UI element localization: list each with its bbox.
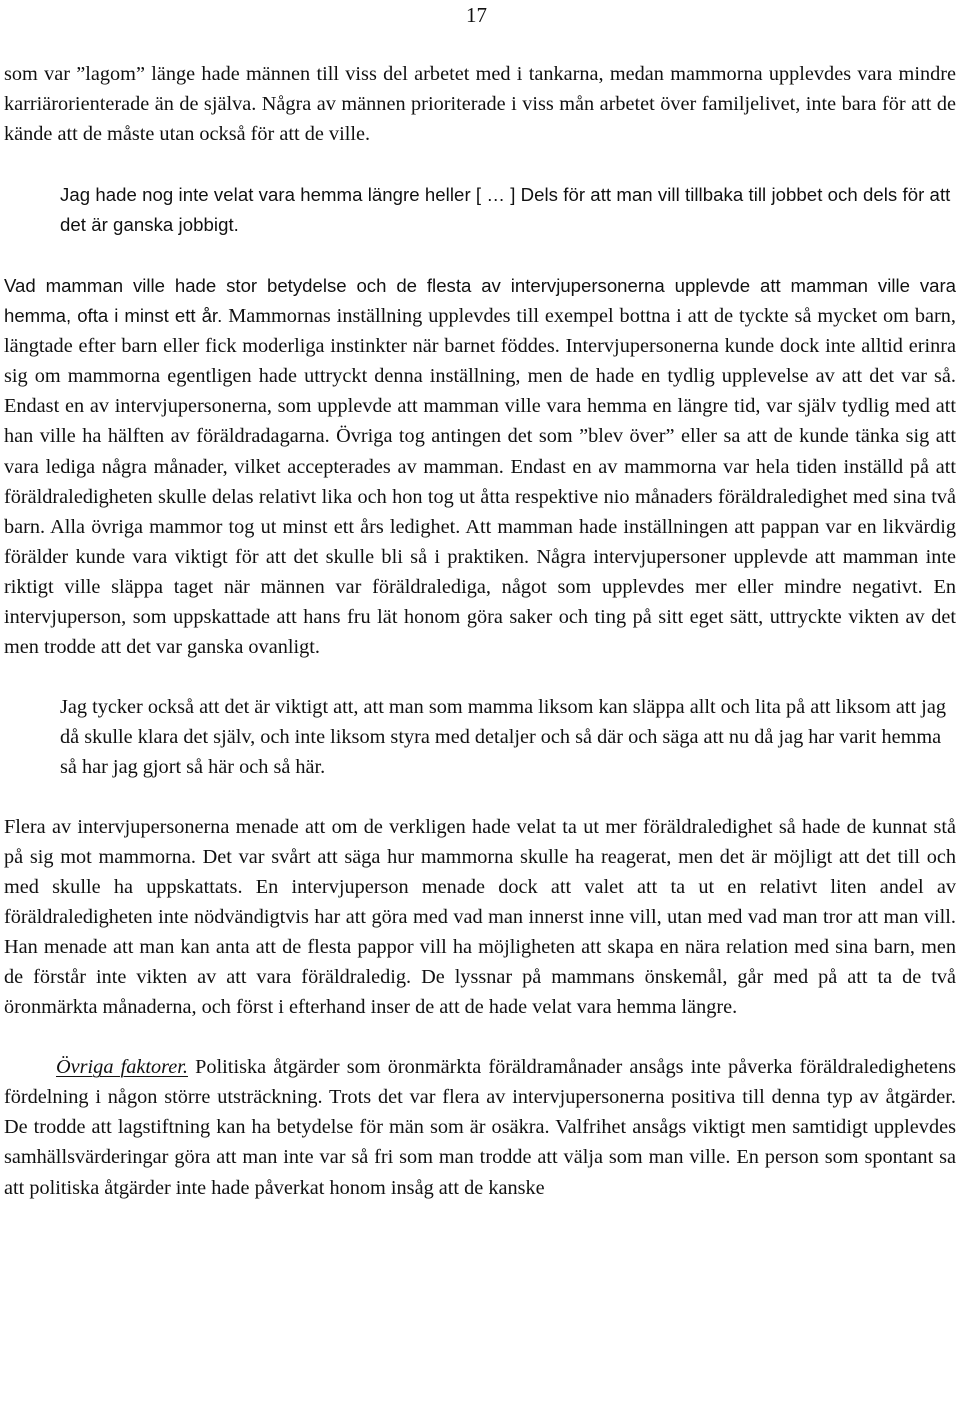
- paragraph-2: [4, 271, 956, 662]
- quote-1: Jag hade nog inte velat vara hemma längre heller [ … ] Dels för att man vill tillbaka till jobbet och dels för att det är ganska jobbigt.: [60, 184, 951, 236]
- paragraph-1: som var ”lagom” länge hade männen till viss del arbetet med i tankarna, medan mammorna upplevdes vara mindre karriärorienterade än de själva. Några av männen prioriterade i viss mån arbetet över familjelivet, inte bara för att de kände att de måste utan också för att de ville.: [4, 63, 956, 146]
- paragraph-2-body: Mammornas inställning upplevdes till exempel bottna i att de tyckte så mycket om barn, längtade efter barn eller fick moderliga instinkter när barnet föddes. Intervjupersonerna kunde dock inte alltid erinra sig om mammorna egentligen hade uttryckt denna inställning, men de hade en tydlig upplevelse av att det var så. Endast en av intervjupersonerna, som upplevde att mamman ville vara hemma en längre tid, var själv tydlig med att han ville ha hälften av föräldradagarna. Övriga tog antingen det som ”blev över” eller sa att de kunde tänka sig att vara lediga några månader, vilket accepterades av mamman. Endast en av mammorna var hela tiden inställd på att föräldraledigheten skulle delas relativt lika och hon tog ut åtta respektive nio månaders föräldraledighet med sina två barn. Alla övriga mammor tog ut minst ett års ledighet. Att mamman hade inställningen att pappan var en likvärdig förälder kunde vara viktigt för att det skulle bli så i praktiken. Några intervjupersoner upplevde att mamman inte riktigt ville släppa taget när männen var föräldralediga, något som upplevdes mer eller mindre negativt. En intervjuperson, som uppskattade att hans fru lät honom göra saker och ting på sitt eget sätt, uttryckte vikten av det men trodde att det var ganska ovanligt.: [4, 305, 956, 658]
- paragraph-4-body: Politiska åtgärder som öronmärkta föräldramånader ansågs inte påverka föräldraledighetens fördelning i någon större utsträckning. Trots det var flera av intervjupersonerna positiva till denna typ av åtgärder. De trodde att lagstiftning kan ha betydelse för män som är osäkra. Valfrihet ansågs viktigt men samtidigt upplevdes samhällsvärderingar göra att man inte var så fri som man trodde att välja som man ville. En person som spontant sa att politiska åtgärder inte hade påverkat honom insåg att de kanske: [4, 1056, 957, 1199]
- paragraph-4: [4, 1052, 956, 1202]
- spacer: [4, 1022, 956, 1052]
- page-number: 17: [466, 3, 487, 27]
- document-body: [4, 59, 956, 1203]
- spacer: [4, 782, 956, 812]
- spacer: [4, 662, 956, 692]
- paragraph-2-lead: Vad mamman ville hade stor betydelse och de flesta av intervjupersonerna upplevde att mamman ville vara hemma, ofta i minst ett år.: [4, 275, 956, 327]
- quote-2: Jag tycker också att det är viktigt att, att man som mamma liksom kan släppa allt och lita på att liksom att jag då skulle klara det själv, och inte liksom styra med detaljer och så där och säga att nu då jag har varit hemma så har jag gjort så här och så här.: [60, 695, 946, 778]
- spacer: [4, 240, 956, 271]
- paragraph-3: Flera av intervjupersonerna menade att om de verkligen hade velat ta ut mer föräldraledighet så hade de kunnat stå på sig mot mammorna. Det var svårt att säga hur mammorna skulle ha reagerat, men det är möjligt att det till och med skulle ha uppskattats. En intervjuperson menade dock att valet att ta ut en relativt liten andel av föräldraledigheten inte nödvändigtvis har att göra med vad man innerst inne vill, utan med vad man tror att man vill. Han menade att man kan anta att de flesta pappor vill ha möjligheten att skapa en nära relation med sina barn, men de förstår inte vikten av att vara föräldraledig. De lyssnar på mammans önskemål, går med på att ta de två öronmärkta månaderna, och först i efterhand inser de att de hade velat vara hemma längre.: [4, 815, 956, 1019]
- spacer: [4, 149, 956, 180]
- section-heading-ovriga-faktorer: Övriga faktorer.: [56, 1056, 188, 1079]
